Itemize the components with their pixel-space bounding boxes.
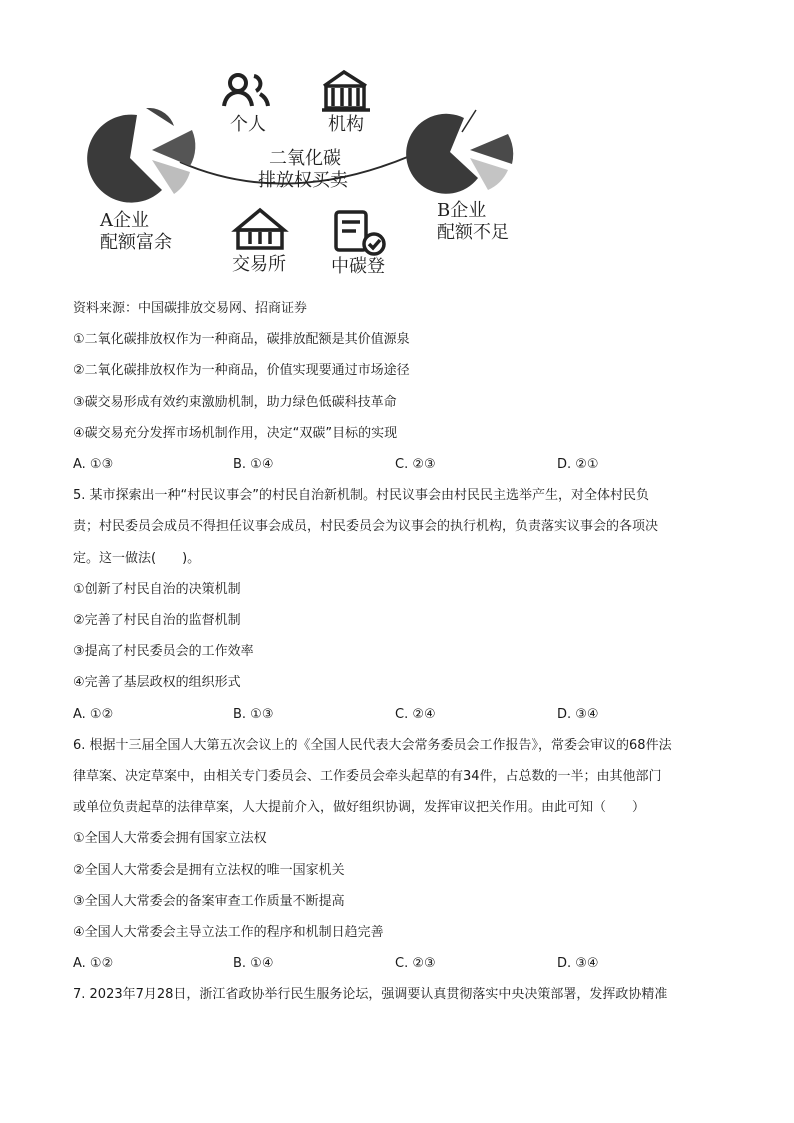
- label-b-line1: B企业: [437, 200, 487, 221]
- statement: ①创新了村民自治的决策机制: [73, 581, 241, 597]
- question-6: [73, 730, 723, 980]
- document-body: [73, 293, 723, 1011]
- statement: ④完善了基层政权的组织形式: [73, 675, 241, 691]
- option-a: A. ①③: [73, 457, 114, 473]
- option-d: D. ③④: [557, 956, 599, 972]
- label-b-line2: 配额不足: [437, 222, 509, 243]
- statement: ②全国人大常委会是拥有立法权的唯一国家机关: [73, 862, 345, 878]
- question-5: [73, 480, 723, 730]
- option-a: A. ①②: [73, 706, 114, 722]
- label-a-line2: 配额富余: [100, 232, 172, 253]
- statement: ③提高了村民委员会的工作效率: [73, 644, 254, 660]
- exchange-icon: [236, 210, 284, 248]
- option-d: D. ②①: [557, 457, 599, 473]
- label-a-line1: A企业: [100, 210, 149, 231]
- center-label-line2: 排放权买卖: [258, 170, 348, 191]
- label-institution: 机构: [328, 114, 364, 135]
- center-label: [258, 148, 348, 192]
- pie-chart-b-icon: [406, 110, 513, 194]
- question-stem: 6. 根据十三届全国人大第五次会议上的《全国人民代表大会常务委员会工作报告》，常委会审议的68件法: [73, 737, 672, 753]
- label-carbon-registry: 中碳登: [331, 256, 385, 277]
- statement: ④碳交易充分发挥市场机制作用，决定“双碳”目标的实现: [73, 425, 398, 441]
- option-c: C. ②③: [395, 457, 436, 473]
- statement: ④全国人大常委会主导立法工作的程序和机制日趋完善: [73, 925, 384, 941]
- question-stem: 5. 某市探索出一种“村民议事会”的村民自治新机制。村民议事会由村民民主选举产生，对全体村民负: [73, 488, 650, 504]
- label-enterprise-a: [100, 210, 172, 254]
- answer-options: [73, 699, 723, 730]
- people-icon: [224, 75, 268, 106]
- statement: ②完善了村民自治的监督机制: [73, 613, 241, 629]
- question-stem: 律草案、决定草案中，由相关专门委员会、工作委员会牵头起草的有34件，占总数的一半；由其他部门: [73, 769, 662, 785]
- option-a: A. ①②: [73, 956, 114, 972]
- statement: ③碳交易形成有效约束激励机制，助力绿色低碳科技革命: [73, 394, 397, 410]
- question-stem: 7. 2023年7月28日，浙江省政协举行民生服务论坛，强调要认真贯彻落实中央决策部署，发挥政协精准: [73, 987, 668, 1003]
- answer-options: [73, 449, 723, 480]
- carbon-trading-figure: [80, 58, 530, 280]
- pie-chart-a-icon: [87, 108, 195, 203]
- label-exchange: 交易所: [232, 254, 286, 275]
- statement: ①二氧化碳排放权作为一种商品，碳排放配额是其价值源泉: [73, 332, 410, 348]
- registry-document-icon: [336, 212, 384, 254]
- option-c: C. ②③: [395, 956, 436, 972]
- option-b: B. ①④: [233, 457, 274, 473]
- label-person: 个人: [230, 114, 266, 135]
- institution-icon: [322, 72, 370, 110]
- question-7: [73, 979, 723, 1010]
- statement: ①全国人大常委会拥有国家立法权: [73, 831, 267, 847]
- answer-options: [73, 948, 723, 979]
- option-c: C. ②④: [395, 706, 436, 722]
- option-d: D. ③④: [557, 706, 599, 722]
- question-stem: 定。这一做法( )。: [73, 550, 201, 566]
- question-stem: 或单位负责起草的法律草案，人大提前介入，做好组织协调，发挥审议把关作用。由此可知（ ）: [73, 800, 646, 816]
- statement: ②二氧化碳排放权作为一种商品，价值实现要通过市场途径: [73, 363, 410, 379]
- label-enterprise-b: [437, 200, 509, 244]
- statement: ③全国人大常委会的备案审查工作质量不断提高: [73, 893, 345, 909]
- option-b: B. ①④: [233, 956, 274, 972]
- source-note: 资料来源：中国碳排放交易网、招商证券: [73, 301, 308, 316]
- option-b: B. ①③: [233, 706, 274, 722]
- center-label-line1: 二氧化碳: [269, 148, 341, 169]
- question-stem: 责；村民委员会成员不得担任议事会成员，村民委员会为议事会的执行机构，负责落实议事会的各项决: [73, 519, 659, 535]
- question-4: [73, 324, 723, 480]
